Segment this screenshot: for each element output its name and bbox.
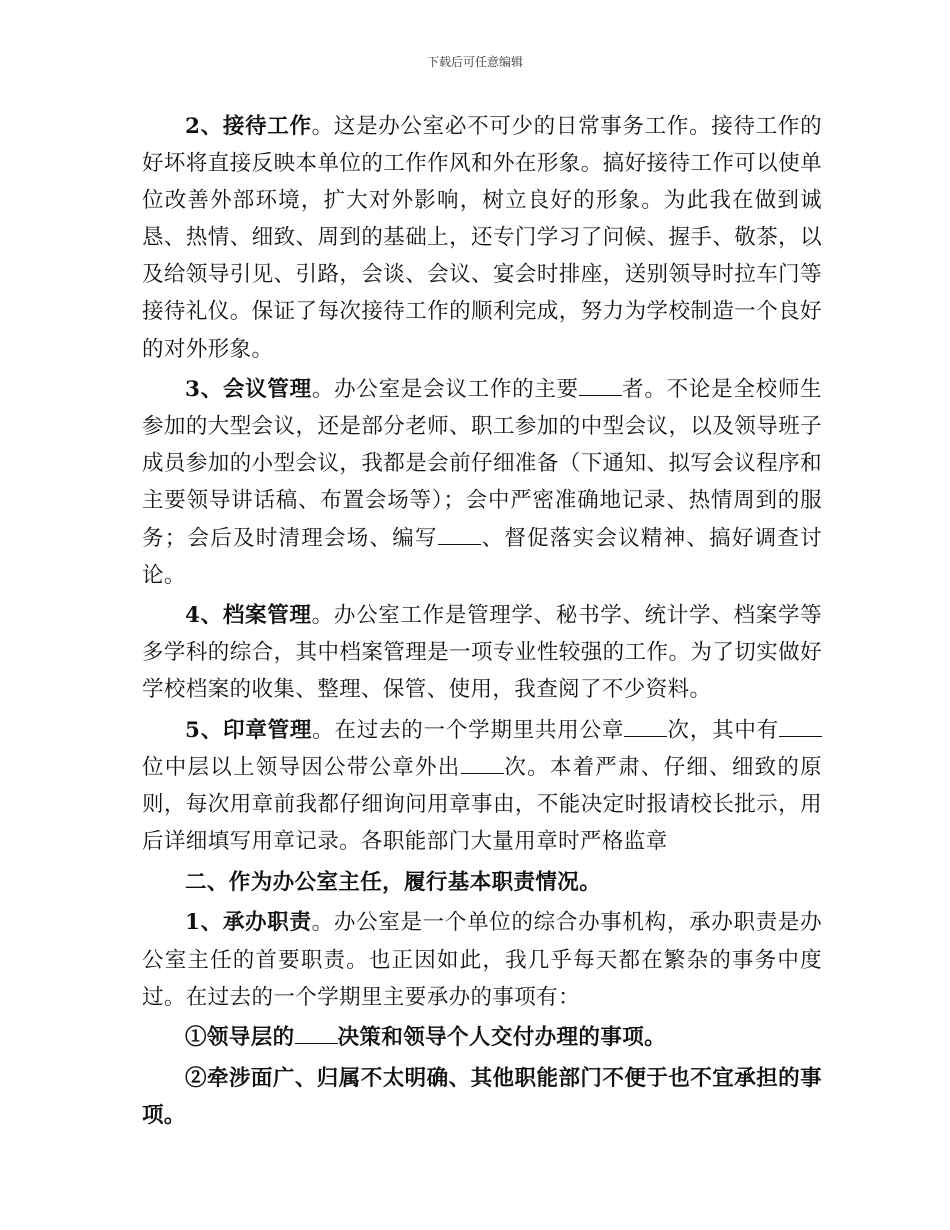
- paragraph-text: 位中层以上领导因公带公章外出: [142, 755, 461, 781]
- paragraph-reception-work: [142, 108, 822, 368]
- paragraph-text: 。办公室工作是管理学、秘书学、统计学、档案学等多学科的综合，其中档案管理是一项专业性较强的工作。为了切实做好学校档案的收集、整理、保管、使用，我查阅了不少资料。: [142, 603, 822, 703]
- section-heading-handling: 1、承办职责: [185, 910, 312, 936]
- paragraph-text: 、督促落实会议精神、搞好调查讨论。: [142, 525, 822, 588]
- list-item-text: ①领导层的: [185, 1025, 295, 1051]
- paragraph-text: 。办公室是会议工作的主要: [311, 377, 579, 403]
- list-item-text: 决策和领导个人交付办理的事项。: [337, 1025, 667, 1051]
- fill-in-blank: [295, 1024, 338, 1044]
- paragraph-text: 。这是办公室必不可少的日常事务工作。接待工作的好坏将直接反映本单位的工作作风和外在形象。搞好接待工作可以使单位改善外部环境，扩大对外影响，树立良好的形象。为此我在做到诚恳、热情、细致、周到的基础上，还专门学习了问候、握手、敬茶，以及给领导引见、引路，会谈、会议、宴会时排座，送别领导时拉车门等接待礼仪。保证了每次接待工作的顺利完成，努力为学校制造一个良好的对外形象。: [142, 114, 822, 362]
- page-header: 下载后可任意编辑: [426, 55, 523, 69]
- section-heading-meeting: 3、会议管理: [185, 377, 312, 403]
- paragraph-seal-management: [142, 712, 822, 860]
- paragraph-archive-management: [142, 597, 822, 708]
- fill-in-blank: [779, 717, 822, 737]
- fill-in-blank: [579, 376, 622, 396]
- list-item-leadership-decisions: [142, 1019, 822, 1056]
- section-heading-reception: 2、接待工作: [185, 114, 312, 139]
- paragraph-text: 者。不论是全校师生参加的大型会议，还是部分老师、职工参加的中型会议，以及领导班子成员参加的小型会议，我都是会前仔细准备（下通知、拟写会议程序和主要领导讲话稿、布置会场等）；会中严密准确地记录、热情周到的服务；会后及时清理会场、编写: [142, 377, 822, 551]
- section-heading-seal: 5、印章管理: [185, 718, 313, 743]
- section-heading-archive: 4、档案管理: [185, 603, 312, 629]
- paragraph-text: 。办公室是一个单位的综合办事机构，承办职责是办公室主任的首要职责。也正因如此，我几乎每天都在繁杂的事务中度过。在过去的一个学期里主要承办的事项有：: [142, 910, 822, 1010]
- document-body: [142, 108, 822, 1134]
- fill-in-blank: [624, 717, 667, 737]
- paragraph-handling-duties: [142, 904, 822, 1015]
- fill-in-blank: [461, 754, 504, 774]
- section-title-duties: 二、作为办公室主任，履行基本职责情况。: [185, 869, 602, 895]
- fill-in-blank: [438, 524, 481, 544]
- paragraph-text: 次。本着严肃、仔细、细致的原则，每次用章前我都仔细询问用章事由，不能决定时报请校长批示，用后详细填写用章记录。各职能部门大量用章时严格监章: [142, 755, 822, 855]
- paragraph-text: 次，其中有: [667, 718, 779, 743]
- list-item-broad-matters: ②牵涉面广、归属不太明确、其他职能部门不便于也不宜承担的事项。: [142, 1065, 822, 1128]
- paragraph-text: 。在过去的一个学期里共用公章: [312, 718, 625, 743]
- paragraph-meeting-management: [142, 371, 822, 594]
